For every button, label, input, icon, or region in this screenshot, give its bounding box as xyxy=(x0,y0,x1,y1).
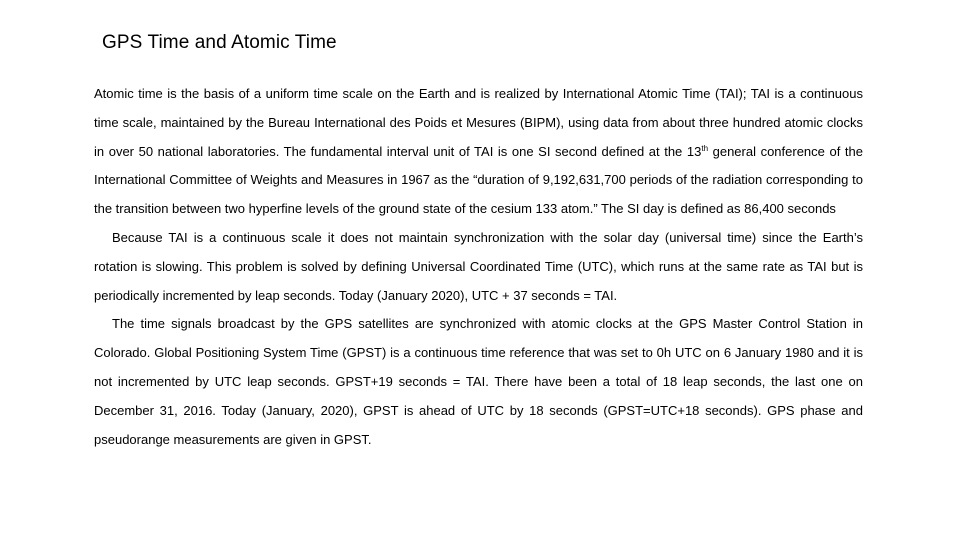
slide-body xyxy=(94,80,863,454)
paragraph-utc: Because TAI is a continuous scale it does not maintain synchronization with the solar day (universal time) since the Earth’s rotation is slowing. This problem is solved by defining Universal Coordinated Time (UTC), which runs at the same rate as TAI but is periodically incremented by leap seconds. Today (January 2020), UTC + 37 seconds = TAI. xyxy=(94,229,863,303)
paragraph-atomic-time-part2: general conference of the International Committee of Weights and Measures in 1967 as the “duration of 9,192,631,700 periods of the radiation corresponding to the transition between two hyperfine levels of the ground state of the cesium 133 atom.” The SI day is defined as 86,400 seconds xyxy=(94,143,863,217)
paragraph-atomic-time-part1: Atomic time is the basis of a uniform time scale on the Earth and is realized by International Atomic Time (TAI); TAI is a continuous time scale, maintained by the Bureau International des Poids et Mesures (BIPM), using data from about three hundred atomic clocks in over 50 national laboratories. The fundamental interval unit of TAI is one SI second defined at the 13 xyxy=(94,86,863,159)
ordinal-suffix: th xyxy=(701,143,709,153)
paragraph-atomic-time xyxy=(94,80,863,224)
slide-title: GPS Time and Atomic Time xyxy=(102,32,337,53)
paragraph-gpst: The time signals broadcast by the GPS satellites are synchronized with atomic clocks at the GPS Master Control Station in Colorado. Global Positioning System Time (GPST) is a continuous time reference that was set to 0h UTC on 6 January 1980 and it is not incremented by UTC leap seconds. GPST+19 seconds = TAI. There have been a total of 18 leap seconds, the last one on December 31, 2016. Today (January, 2020), GPST is ahead of UTC by 18 seconds (GPST=UTC+18 seconds). GPS phase and pseudorange measurements are given in GPST. xyxy=(94,316,863,447)
